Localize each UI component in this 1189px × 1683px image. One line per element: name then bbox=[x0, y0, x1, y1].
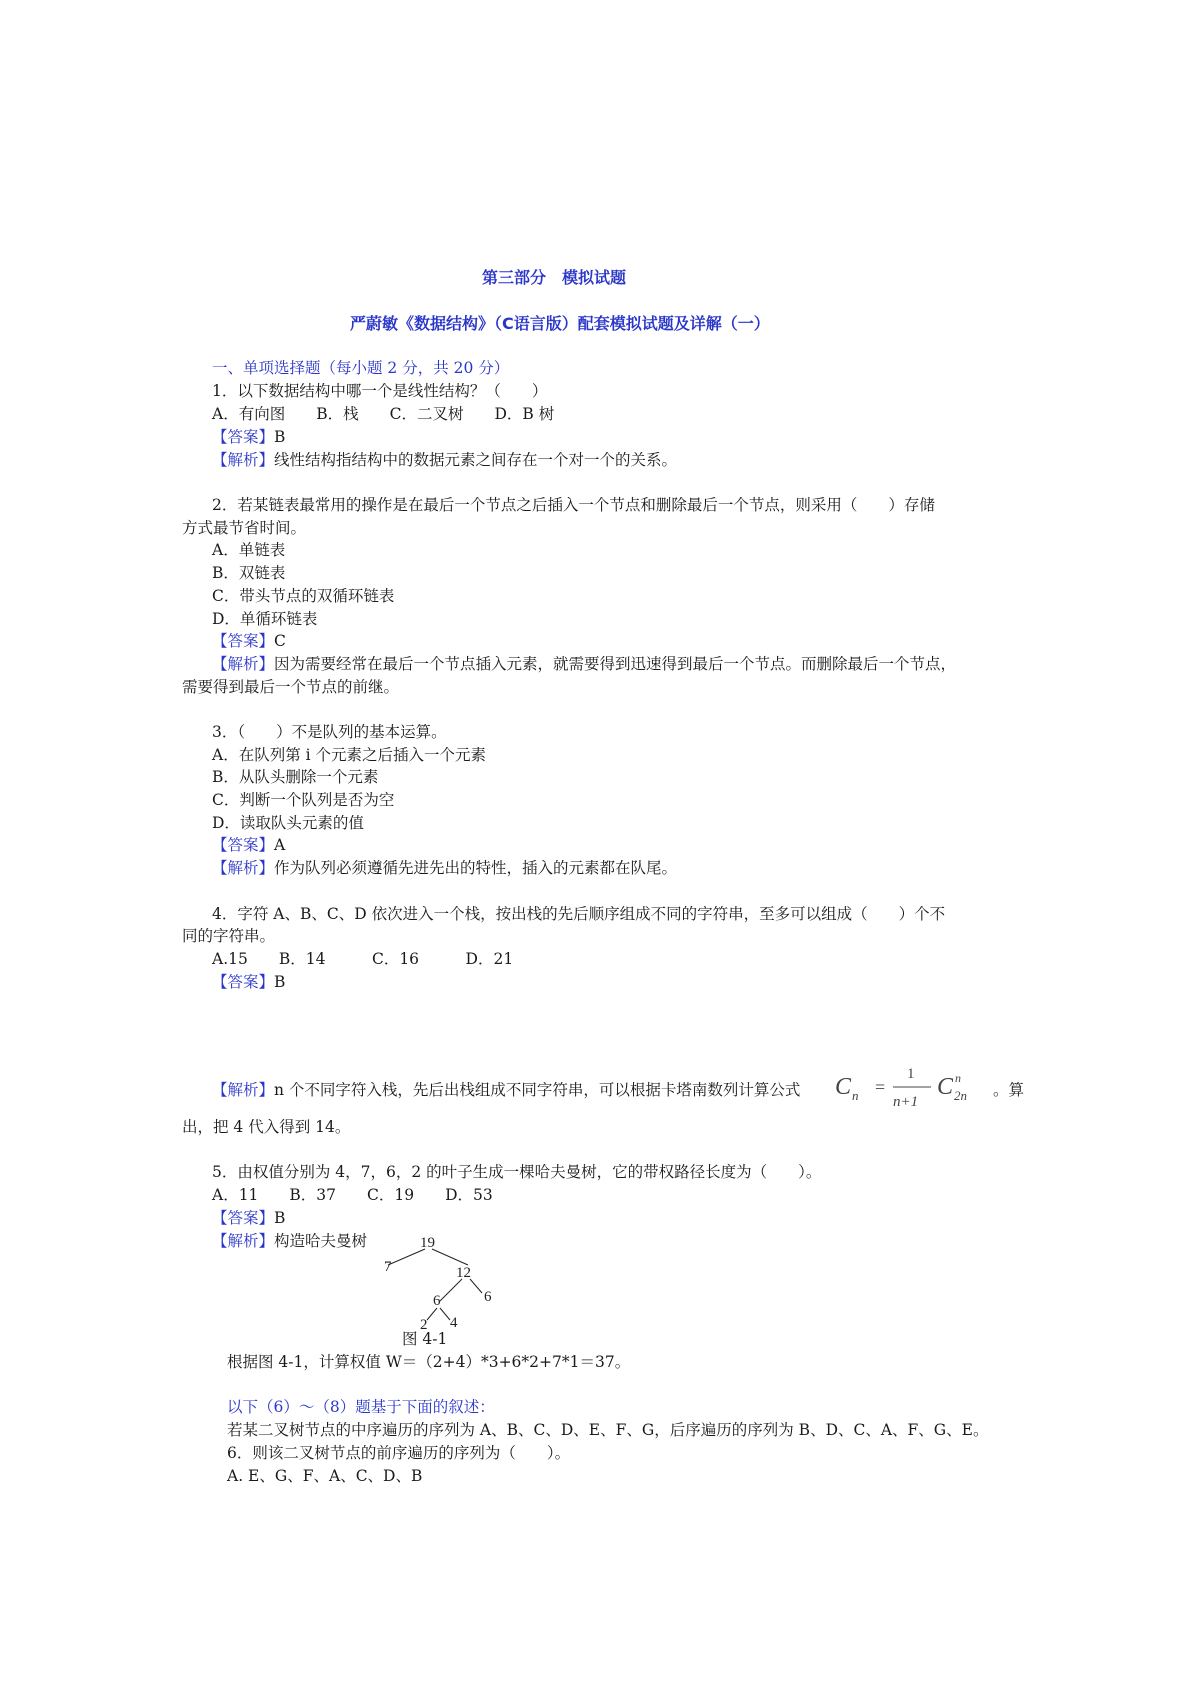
q3-answer bbox=[212, 835, 285, 855]
analysis-tag: 【解析】 bbox=[212, 451, 275, 469]
q3-option-d: D．读取队头元素的值 bbox=[212, 814, 364, 832]
q3-option-c: C．判断一个队列是否为空 bbox=[212, 791, 395, 809]
q4-stem-line1: 4．字符 A、B、C、D 依次进入一个栈，按出栈的先后顺序组成不同的字符串，至多可以组成（ ）个不 bbox=[212, 905, 946, 923]
analysis-text: 因为需要经常在最后一个节点插入元素，就需要得到迅速得到最后一个节点。而删除最后一个节点， bbox=[274, 655, 957, 673]
q4-answer bbox=[212, 972, 285, 992]
catalan-formula bbox=[833, 1060, 993, 1116]
section-heading: 一、单项选择题（每小题 2 分，共 20 分） bbox=[212, 359, 510, 377]
q3-stem: 3．（ ）不是队列的基本运算。 bbox=[212, 723, 447, 741]
q1-options: A．有向图 B．栈 C．二叉树 D．B 树 bbox=[212, 405, 555, 423]
q6-stem: 6．则该二叉树节点的前序遍历的序列为（ ）。 bbox=[227, 1444, 571, 1462]
q4-analysis-line1 bbox=[212, 1080, 800, 1100]
tree-edge bbox=[427, 1308, 437, 1320]
q4-options: A.15 B．14 C．16 D．21 bbox=[212, 950, 514, 968]
tree-edge bbox=[440, 1279, 462, 1301]
answer-value: A bbox=[274, 836, 286, 854]
q2-stem-line1: 2．若某链表最常用的操作是在最后一个节点之后插入一个节点和删除最后一个节点，则采用（ ）存储 bbox=[212, 496, 935, 514]
tree-node: 6 bbox=[484, 1289, 492, 1305]
q1-analysis bbox=[212, 450, 677, 470]
q2-option-a: A．单链表 bbox=[212, 541, 286, 559]
analysis-text: 线性结构指结构中的数据元素之间存在一个对一个的关系。 bbox=[274, 451, 678, 469]
formula-lhs-sub: n bbox=[852, 1088, 859, 1103]
analysis-tag: 【解析】 bbox=[212, 859, 275, 877]
q2-answer bbox=[212, 631, 286, 651]
q5-options: A．11 B．37 C．19 D．53 bbox=[212, 1186, 493, 1204]
tree-node-root: 19 bbox=[420, 1235, 435, 1251]
tree-node: 7 bbox=[384, 1259, 392, 1275]
q2-stem-line2: 方式最节省时间。 bbox=[182, 519, 307, 537]
group-intro: 以下（6）～（8）题基于下面的叙述： bbox=[227, 1398, 495, 1416]
q5-stem: 5．由权值分别为 4，7，6，2 的叶子生成一棵哈夫曼树，它的带权路径长度为（ ）。 bbox=[212, 1163, 822, 1181]
formula-rhs: C bbox=[937, 1074, 954, 1100]
tree-edge bbox=[388, 1249, 425, 1265]
q2-analysis-line2: 需要得到最后一个节点的前继。 bbox=[182, 678, 400, 696]
answer-value: C bbox=[274, 632, 286, 650]
q1-answer bbox=[212, 427, 285, 447]
answer-tag: 【答案】 bbox=[212, 973, 275, 991]
part-title: 第三部分 模拟试题 bbox=[482, 268, 627, 287]
answer-tag: 【答案】 bbox=[212, 836, 275, 854]
answer-tag: 【答案】 bbox=[212, 1209, 275, 1227]
document-subtitle: 严蔚敏《数据结构》（C语言版）配套模拟试题及详解（一） bbox=[350, 314, 770, 333]
q2-option-d: D．单循环链表 bbox=[212, 610, 318, 628]
tree-edge bbox=[470, 1279, 482, 1293]
tree-node: 6 bbox=[433, 1293, 441, 1309]
q1-stem: 1．以下数据结构中哪一个是线性结构？（ ） bbox=[212, 382, 548, 400]
figure-caption: 图 4-1 bbox=[402, 1330, 448, 1348]
formula-rhs-sup: n bbox=[955, 1071, 961, 1085]
q4-stem-line2: 同的字符串。 bbox=[182, 927, 276, 945]
answer-value: B bbox=[274, 973, 286, 991]
q2-analysis-line1 bbox=[212, 654, 956, 674]
q2-option-c: C．带头节点的双循环链表 bbox=[212, 587, 395, 605]
q4-analysis-line2: 出，把 4 代入得到 14。 bbox=[182, 1118, 351, 1136]
analysis-tag: 【解析】 bbox=[212, 1081, 275, 1099]
tree-node: 2 bbox=[420, 1317, 428, 1330]
tree-node: 12 bbox=[456, 1265, 471, 1281]
analysis-tag: 【解析】 bbox=[212, 1232, 275, 1250]
q5-calculation: 根据图 4-1，计算权值 W＝（2+4）*3+6*2+7*1＝37。 bbox=[227, 1353, 631, 1371]
huffman-tree-figure bbox=[380, 1235, 520, 1330]
q3-option-b: B．从队头删除一个元素 bbox=[212, 768, 379, 786]
q3-analysis bbox=[212, 858, 677, 878]
analysis-text: n 个不同字符入栈，先后出栈组成不同字符串，可以根据卡塔南数列计算公式 bbox=[274, 1081, 801, 1099]
formula-equals: = bbox=[875, 1077, 886, 1097]
answer-value: B bbox=[274, 1209, 286, 1227]
formula-rhs-sub: 2n bbox=[954, 1088, 967, 1103]
analysis-text: 构造哈夫曼树 bbox=[274, 1232, 368, 1250]
formula-lhs: C bbox=[835, 1074, 852, 1100]
answer-tag: 【答案】 bbox=[212, 632, 275, 650]
answer-tag: 【答案】 bbox=[212, 428, 275, 446]
formula-numerator: 1 bbox=[907, 1066, 915, 1082]
q6-option-a: A. E、G、F、A、C、D、B bbox=[227, 1467, 423, 1485]
q4-analysis-tail: 。算 bbox=[993, 1081, 1025, 1099]
q5-analysis bbox=[212, 1231, 367, 1251]
q2-option-b: B．双链表 bbox=[212, 564, 286, 582]
q3-option-a: A．在队列第 i 个元素之后插入一个元素 bbox=[212, 746, 487, 764]
analysis-text: 作为队列必须遵循先进先出的特性，插入的元素都在队尾。 bbox=[274, 859, 678, 877]
tree-node: 4 bbox=[450, 1315, 458, 1330]
tree-edge bbox=[432, 1249, 468, 1265]
group-statement: 若某二叉树节点的中序遍历的序列为 A、B、C、D、E、F、G，后序遍历的序列为 B、D、C、A、F、G、E。 bbox=[227, 1421, 989, 1439]
answer-value: B bbox=[274, 428, 286, 446]
tree-edge bbox=[440, 1308, 450, 1320]
q5-answer bbox=[212, 1208, 285, 1228]
formula-denominator: n+1 bbox=[893, 1094, 919, 1110]
analysis-tag: 【解析】 bbox=[212, 655, 275, 673]
